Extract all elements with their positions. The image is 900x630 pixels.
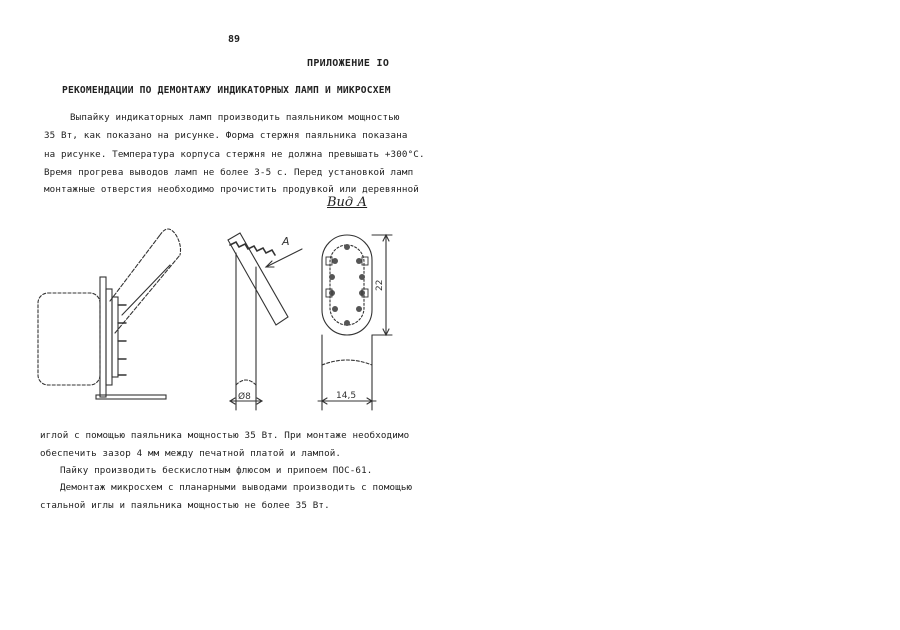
width-dimension: 14,5	[336, 391, 357, 401]
page-number: 89	[228, 34, 241, 45]
paragraph1-line: Время прогрева выводов ламп не более 3-5 с. Перед установкой ламп	[44, 167, 414, 178]
view-a-drawing	[318, 235, 392, 410]
paragraph4-line: стальной иглы и паяльника мощностью не более 35 Вт.	[40, 500, 330, 511]
paragraph3-line: Пайку производить бескислотным флюсом и припоем ПОС-61.	[60, 465, 373, 476]
section-title: РЕКОМЕНДАЦИИ ПО ДЕМОНТАЖУ ИНДИКАТОРНЫХ ЛАМП И МИКРОСХЕМ	[62, 85, 391, 96]
lamp-assembly-drawing	[38, 229, 181, 399]
paragraph2-line: обеспечить зазор 4 мм между печатной платой и лампой.	[40, 448, 342, 459]
arrow-a-label: А	[282, 235, 290, 248]
paragraph1-line: монтажные отверстия необходимо прочистить продувкой или деревянной	[44, 184, 419, 195]
diameter-dimension: Ø8	[238, 392, 251, 402]
height-dimension: 22	[375, 279, 385, 291]
paragraph2-line: иглой с помощью паяльника мощностью 35 Вт. При монтаже необходимо	[40, 430, 410, 441]
appendix-label: ПРИЛОЖЕНИЕ IO	[307, 58, 390, 69]
paragraph1-line: 35 Вт, как показано на рисунке. Форма стержня паяльника показана	[44, 130, 408, 141]
desoldering-figure	[30, 205, 410, 425]
view-a-label: Вид А	[327, 195, 368, 210]
paragraph1-line: Выпайку индикаторных ламп производить паяльником мощностью	[70, 112, 400, 123]
paragraph4-line: Демонтаж микросхем с планарными выводами производить с помощью	[60, 482, 413, 493]
iron-tip-side-drawing	[228, 233, 302, 410]
paragraph1-line: на рисунке. Температура корпуса стержня не должна превышать +300°С.	[44, 149, 425, 160]
